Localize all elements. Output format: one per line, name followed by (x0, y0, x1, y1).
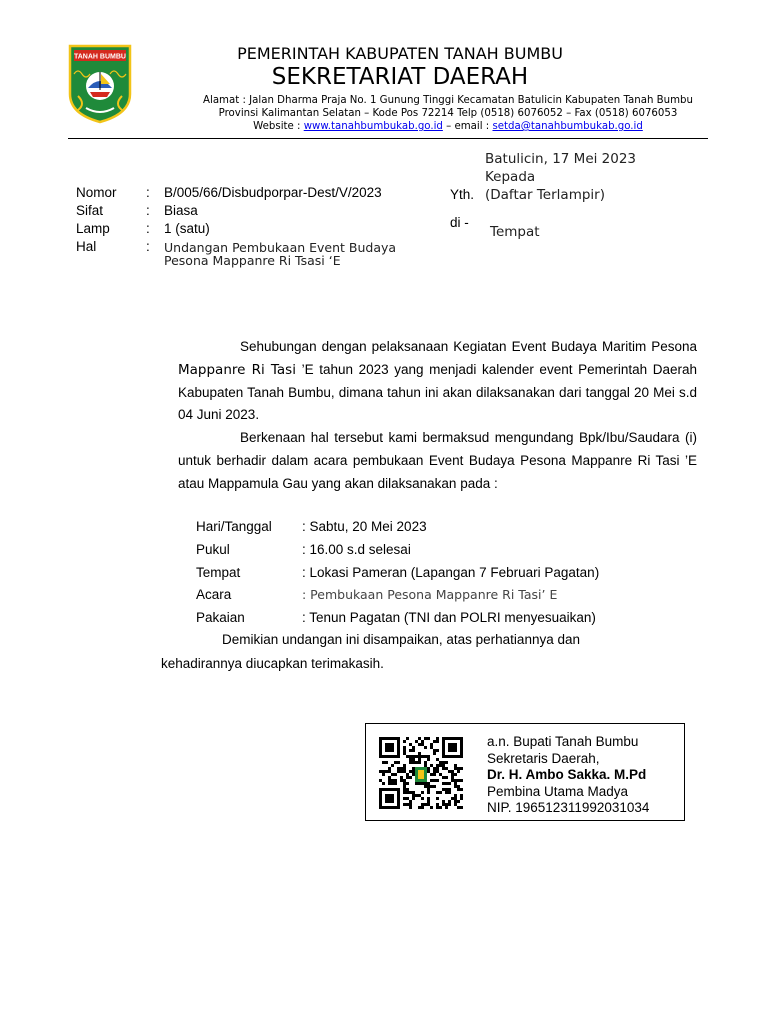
signature-on-behalf: a.n. Bupati Tanah Bumbu (487, 734, 639, 749)
office-contact (150, 121, 746, 132)
detail-value: : Tenun Pagatan (TNI dan POLRI menyesuaikan) (302, 610, 596, 626)
yth-label: Yth. (450, 187, 475, 202)
detail-label: Tempat (196, 564, 241, 580)
meta-lamp (76, 221, 396, 239)
gov-name: PEMERINTAH KABUPATEN TANAH BUMBU (237, 44, 563, 63)
detail-row-hari (196, 516, 599, 539)
event-details (196, 516, 599, 630)
closing-line-2: kehadirannya diucapkan terimakasih. (161, 656, 384, 671)
signatory-rank: Pembina Utama Madya (487, 784, 629, 799)
letter-date: Batulicin, 17 Mei 2023 (485, 151, 637, 167)
sifat-value: Biasa (164, 203, 198, 218)
detail-row-tempat (196, 562, 599, 585)
detail-value: : Pembukaan Pesona Mappanre Ri Tasi’ E (302, 587, 558, 603)
colon: : (146, 203, 150, 218)
lamp-value: 1 (satu) (164, 221, 210, 236)
office-province: Provinsi Kalimantan Selatan – Kode Pos 72214 Telp (0518) 6076052 – Fax (0518) 6076053 (218, 108, 678, 119)
paragraph-1-part-a: Sehubungan dengan pelaksanaan Kegiatan Event Budaya Maritim Pesona (240, 339, 697, 354)
detail-row-pakaian (196, 607, 599, 630)
hal-line-2: Pesona Mappanre Ri Tsasi ‘E (164, 253, 341, 268)
detail-value: : Lokasi Pameran (Lapangan 7 Februari Pagatan) (302, 564, 600, 580)
meta-nomor (76, 185, 396, 203)
colon: : (146, 221, 150, 236)
detail-value: : Sabtu, 20 Mei 2023 (302, 519, 427, 534)
kepada-label: Kepada (485, 169, 536, 185)
letter-meta (76, 185, 396, 275)
paragraph-1-event-name: Mappanre Ri Tasi (178, 361, 296, 378)
logo-lettering: TANAH BUMBU (74, 53, 126, 61)
signatory-nip: NIP. 196512311992031034 (487, 800, 650, 815)
email-prefix: – email : (442, 121, 493, 132)
di-label: di - (450, 215, 469, 230)
hal-value (164, 239, 396, 275)
detail-label: Acara (196, 587, 232, 603)
tanah-bumbu-logo (68, 44, 132, 124)
meta-hal (76, 239, 396, 275)
recipient-list: (Daftar Terlampir) (485, 187, 605, 203)
sifat-label: Sifat (76, 203, 104, 218)
office-name: SEKRETARIAT DAERAH (271, 64, 529, 90)
lamp-label: Lamp (76, 221, 110, 236)
paragraph-1 (178, 336, 697, 427)
paragraph-2: Berkenaan hal tersebut kami bermaksud mengundang Bpk/Ibu/Saudara (i) untuk berhadir dalam acara pembukaan Event Budaya Pesona Mappanre Ri Tasi ’E atau Mappamula Gau yang akan dilaksanakan pada : (178, 430, 697, 491)
nomor-value: B/005/66/Disbudporpar-Dest/V/2023 (164, 185, 382, 200)
recipient-place: Tempat (490, 224, 540, 240)
letterhead-divider (68, 138, 708, 139)
email-link[interactable]: setda@tanahbumbukab.go.id (492, 121, 643, 132)
colon: : (146, 239, 150, 254)
detail-label: Pakaian (196, 610, 245, 626)
detail-value: : 16.00 s.d selesai (302, 541, 411, 557)
signatory-name: Dr. H. Ambo Sakka. M.Pd (487, 767, 647, 782)
qr-code-icon (378, 736, 464, 810)
detail-label: Pukul (196, 541, 230, 557)
detail-label: Hari/Tanggal (196, 519, 272, 534)
paragraph-1-part-b: ’E tahun 2023 yang menjadi kalender event Pemerintah Daerah Kabupaten Tanah Bumbu, dimana tahun ini akan dilaksanakan dari tanggal 20 Mei s.d 04 Juni 2023. (178, 361, 698, 423)
website-prefix: Website : (253, 121, 304, 132)
website-link[interactable]: www.tanahbumbukab.go.id (303, 121, 443, 132)
closing-line-1: Demikian undangan ini disampaikan, atas perhatiannya dan (222, 632, 580, 647)
hal-label: Hal (76, 239, 97, 254)
hal-line-1: Undangan Pembukaan Event Budaya (164, 240, 397, 255)
colon: : (146, 185, 150, 200)
office-address: Alamat : Jalan Dharma Praja No. 1 Gunung Tinggi Kecamatan Batulicin Kabupaten Tanah Bumbu (203, 95, 693, 106)
meta-sifat (76, 203, 396, 221)
nomor-label: Nomor (76, 185, 117, 200)
detail-row-pukul (196, 539, 599, 562)
detail-row-acara (196, 584, 599, 607)
signature-position: Sekretaris Daerah, (487, 751, 600, 766)
